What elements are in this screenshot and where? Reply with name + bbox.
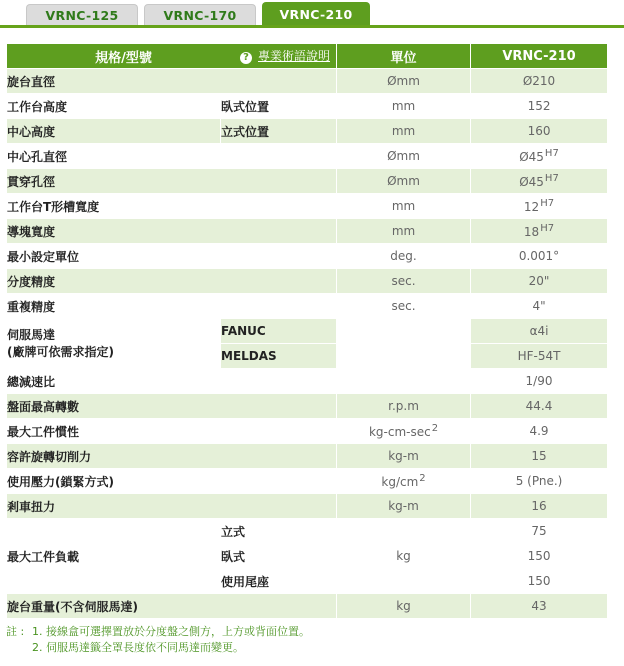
- unit-text: kg/cm: [381, 475, 419, 489]
- row-value: 20": [471, 269, 608, 294]
- row-value: α4i: [471, 319, 608, 344]
- row-value: 152: [471, 94, 608, 119]
- row-label: 工作台T形槽寬度: [7, 194, 337, 219]
- row-unit: kg-m: [337, 444, 471, 469]
- row-label: 剎車扭力: [7, 494, 337, 519]
- row-unit: [337, 469, 471, 494]
- row-label: 最大工件負載: [7, 519, 221, 594]
- row-sublabel: 臥式: [221, 544, 337, 569]
- row-label-line1: 伺服馬達: [7, 327, 56, 342]
- table-row: [7, 294, 608, 319]
- table-row: [7, 419, 608, 444]
- value-text: 18: [523, 225, 540, 239]
- row-value: 160: [471, 119, 608, 144]
- unit-header: 單位: [337, 44, 471, 69]
- row-label: 導塊寬度: [7, 219, 337, 244]
- row-unit: [337, 369, 471, 394]
- table-row: [7, 244, 608, 269]
- row-sublabel: 使用尾座: [221, 569, 337, 594]
- row-value: [471, 219, 608, 244]
- row-label: 最小設定單位: [7, 244, 337, 269]
- table-row: [7, 444, 608, 469]
- value-text: Ø45: [519, 175, 544, 189]
- row-sublabel: 立式: [221, 519, 337, 544]
- table-row: [7, 369, 608, 394]
- help-link-text[interactable]: 專業術語說明: [258, 48, 331, 63]
- spec-header-label: 規格/型號: [95, 50, 152, 66]
- row-value: 150: [471, 569, 608, 594]
- footnote-1: [6, 624, 310, 640]
- tolerance-superscript: H7: [540, 223, 555, 234]
- row-unit: mm: [337, 194, 471, 219]
- table-row: [7, 519, 608, 544]
- value-text: Ø45: [519, 150, 544, 164]
- row-value: [471, 144, 608, 169]
- row-unit: [337, 319, 471, 369]
- footnotes: [6, 624, 310, 656]
- row-value: 43: [471, 594, 608, 619]
- row-value: [471, 169, 608, 194]
- unit-text: kg-cm-sec: [368, 425, 431, 439]
- row-sublabel: MELDAS: [221, 344, 337, 369]
- table-row: [7, 194, 608, 219]
- row-unit: sec.: [337, 269, 471, 294]
- footnote-label: 註 :: [6, 625, 25, 638]
- row-label: 最大工件慣性: [7, 419, 337, 444]
- row-unit: r.p.m: [337, 394, 471, 419]
- row-label: 貫穿孔徑: [7, 169, 337, 194]
- row-value: 4.9: [471, 419, 608, 444]
- tolerance-superscript: H7: [540, 198, 555, 209]
- table-header-row: [7, 44, 608, 69]
- table-row: [7, 594, 608, 619]
- table-row: [7, 494, 608, 519]
- tab-baseline: [0, 25, 624, 28]
- row-label: 中心高度: [7, 119, 221, 144]
- model-tabs: [0, 0, 624, 28]
- footnote-2: [6, 640, 310, 656]
- row-label: 旋台直徑: [7, 69, 337, 94]
- row-label: 工作台高度: [7, 94, 221, 119]
- unit-superscript: 2: [431, 423, 439, 434]
- table-row: [7, 169, 608, 194]
- tolerance-superscript: H7: [544, 148, 559, 159]
- row-label: 總減速比: [7, 369, 337, 394]
- tab-vrnc-125[interactable]: VRNC-125: [26, 4, 138, 26]
- row-unit: kg: [337, 519, 471, 594]
- row-unit: kg-m: [337, 494, 471, 519]
- row-value: 150: [471, 544, 608, 569]
- row-label: 容許旋轉切削力: [7, 444, 337, 469]
- spec-table: [6, 43, 608, 619]
- row-value: 44.4: [471, 394, 608, 419]
- row-value: 0.001°: [471, 244, 608, 269]
- tab-vrnc-170[interactable]: VRNC-170: [144, 4, 256, 26]
- row-unit: mm: [337, 94, 471, 119]
- row-label: 盤面最高轉數: [7, 394, 337, 419]
- row-label: 重複精度: [7, 294, 337, 319]
- row-value: 5 (Pne.): [471, 469, 608, 494]
- row-unit: Ømm: [337, 169, 471, 194]
- row-value: [471, 194, 608, 219]
- row-value: Ø210: [471, 69, 608, 94]
- row-label: 使用壓力(鎖緊方式): [7, 469, 337, 494]
- row-value: 15: [471, 444, 608, 469]
- table-row: [7, 69, 608, 94]
- row-value: HF-54T: [471, 344, 608, 369]
- table-row: [7, 269, 608, 294]
- spec-header: [7, 44, 337, 69]
- table-row: [7, 219, 608, 244]
- row-value: 1/90: [471, 369, 608, 394]
- row-unit: Ømm: [337, 69, 471, 94]
- row-unit: kg: [337, 594, 471, 619]
- table-row: [7, 119, 608, 144]
- unit-superscript: 2: [419, 473, 426, 484]
- row-label: 中心孔直徑: [7, 144, 337, 169]
- table-row: [7, 394, 608, 419]
- tab-vrnc-210[interactable]: VRNC-210: [262, 2, 370, 26]
- row-label: [7, 319, 221, 369]
- row-sublabel: FANUC: [221, 319, 337, 344]
- footnote-text: 2. 伺服馬達籤全罩長度依不同馬達而變更。: [32, 641, 244, 654]
- row-label-line2: (廠牌可依需求指定): [7, 344, 114, 359]
- row-unit: [337, 419, 471, 444]
- model-header: VRNC-210: [471, 44, 608, 69]
- row-value: 16: [471, 494, 608, 519]
- question-icon: ?: [240, 52, 252, 64]
- row-value: 4": [471, 294, 608, 319]
- row-unit: Ømm: [337, 144, 471, 169]
- terminology-help-link[interactable]: [240, 47, 330, 64]
- row-unit: mm: [337, 219, 471, 244]
- table-row: [7, 469, 608, 494]
- table-row: [7, 94, 608, 119]
- table-row: [7, 144, 608, 169]
- table-row: [7, 319, 608, 344]
- row-label: 分度精度: [7, 269, 337, 294]
- value-text: 12: [523, 200, 540, 214]
- row-value: 75: [471, 519, 608, 544]
- row-unit: sec.: [337, 294, 471, 319]
- row-label: 旋台重量(不含伺服馬達): [7, 594, 337, 619]
- row-sublabel: 立式位置: [221, 119, 337, 144]
- row-unit: mm: [337, 119, 471, 144]
- row-sublabel: 臥式位置: [221, 94, 337, 119]
- footnote-text: 1. 接線盒可選擇置放於分度盤之側方，上方或背面位置。: [32, 625, 310, 638]
- tolerance-superscript: H7: [544, 173, 559, 184]
- row-unit: deg.: [337, 244, 471, 269]
